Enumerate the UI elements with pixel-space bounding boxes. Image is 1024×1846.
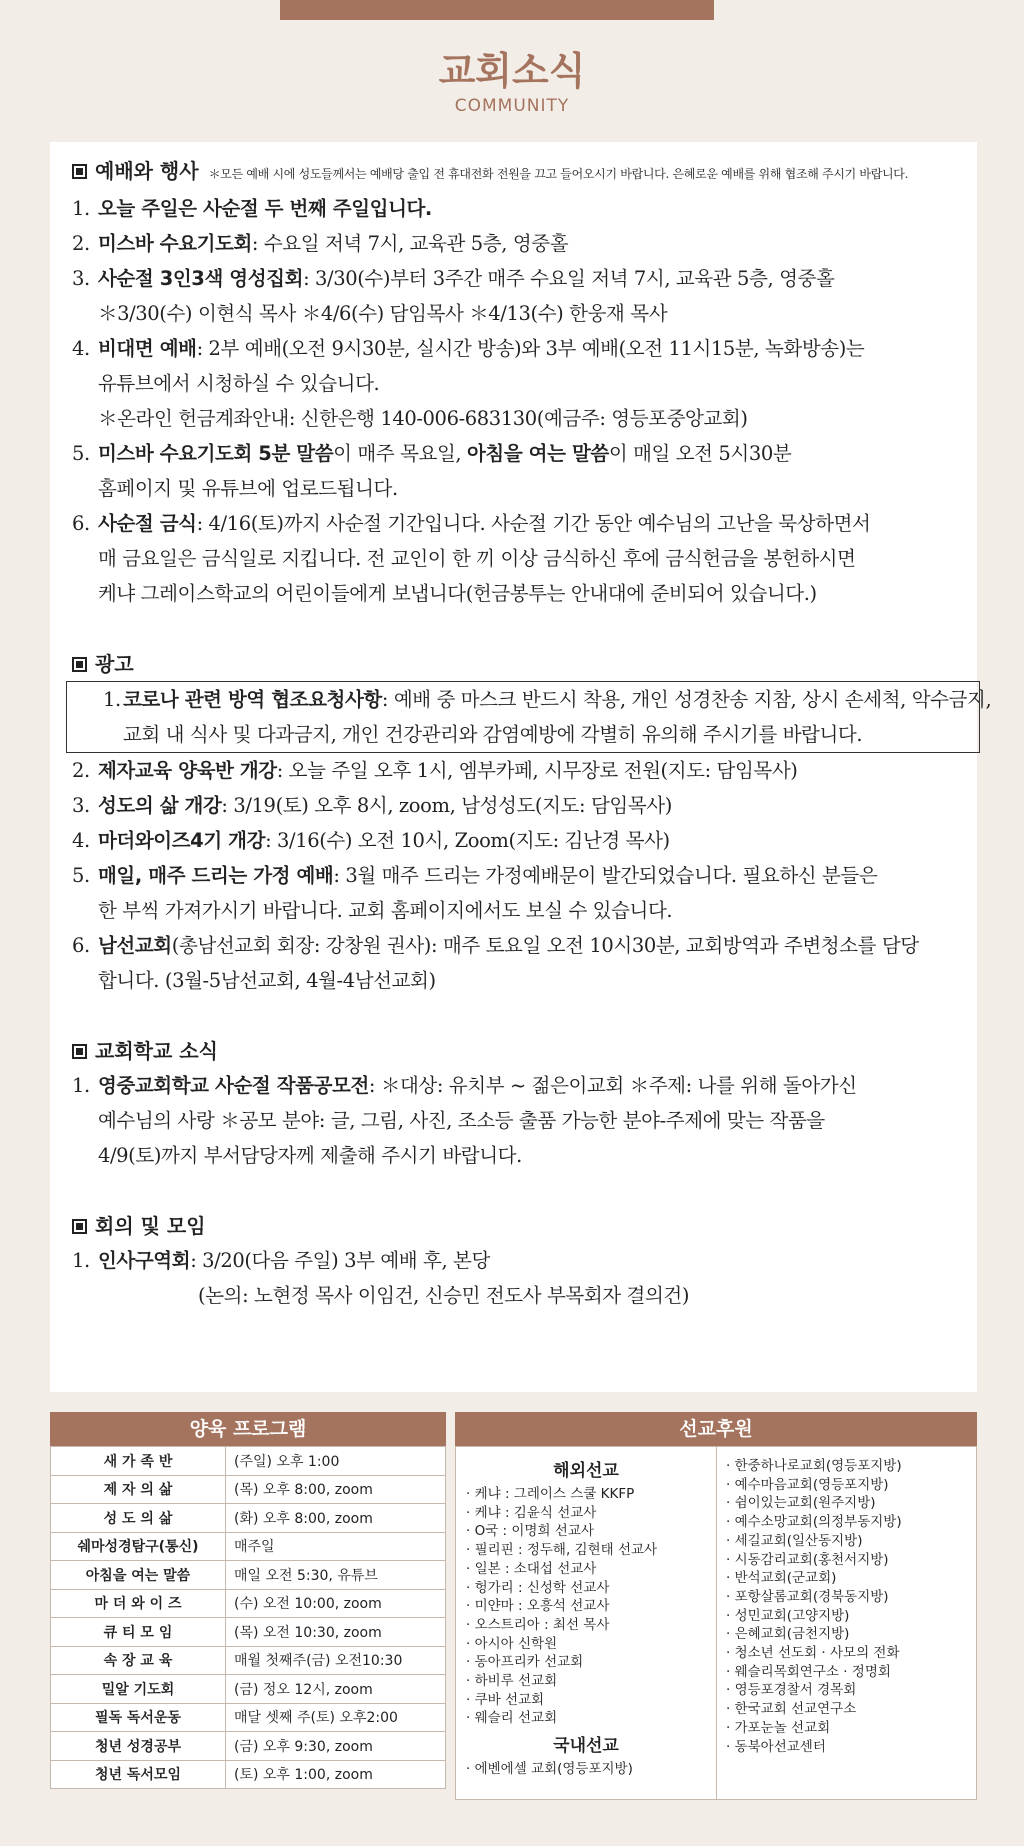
supported-church-item: · 한국교회 선교연구소 (726, 1701, 857, 1718)
overseas-mission-item: · 쿠바 선교회 (466, 1691, 545, 1708)
program-table-panel (50, 1412, 446, 1789)
item-number: 4. (72, 829, 90, 852)
supported-church-item: · 한중하나로교회(영등포지방) (726, 1458, 902, 1474)
supported-church-item: · 웨슬리목회연구소 · 정명회 (726, 1663, 891, 1680)
news-item (72, 1243, 962, 1313)
item-text: : 수요일 저녁 7시, 교육관 5층, 영중홀 (251, 232, 569, 255)
news-item (72, 331, 962, 436)
program-row (51, 1732, 446, 1761)
item-heading: 남선교회 (98, 934, 172, 957)
program-name: 청년 성경공부 (51, 1732, 226, 1761)
program-schedule: (주일) 오후 1:00 (226, 1447, 446, 1476)
item-number: 3. (72, 794, 90, 817)
program-schedule: (토) 오후 1:00, zoom (226, 1760, 446, 1789)
section-title: 예배와 행사 (95, 159, 199, 183)
section-gap (72, 611, 962, 647)
program-schedule: (목) 오전 10:30, zoom (226, 1618, 446, 1647)
item-heading: 성도의 삶 개강 (98, 794, 222, 817)
square-bullet-icon (72, 1044, 87, 1059)
news-item-line (72, 226, 962, 261)
program-name: 밀알 기도회 (51, 1675, 226, 1704)
overseas-mission-item: · 필리핀 : 정두해, 김현태 선교사 (466, 1542, 658, 1559)
news-item-line (72, 823, 962, 858)
program-row (51, 1675, 446, 1704)
supported-church-item: · 시동감리교회(홍천서지방) (726, 1551, 889, 1568)
news-item-continuation: 유튜브에서 시청하실 수 있습니다. (98, 372, 380, 395)
program-name: 필독 독서운동 (51, 1703, 226, 1732)
item-heading: 코로나 관련 방역 협조요청사항 (123, 688, 382, 711)
missions-box (455, 1446, 977, 1800)
item-number: 5. (72, 442, 90, 465)
program-row (51, 1589, 446, 1618)
program-table (50, 1446, 446, 1789)
news-content (72, 154, 992, 1313)
program-row (51, 1447, 446, 1476)
section-heading-worship (72, 154, 962, 191)
program-schedule: 매달 셋째 주(토) 오후2:00 (226, 1703, 446, 1732)
section-note: ＊모든 예배 시에 성도들께서는 예배당 출입 전 휴대전화 전원을 끄고 들어오시기 바랍니다. 은혜로운 예배를 위해 협조해 주시기 바랍니다. (208, 167, 909, 181)
item-number: 1. (72, 1074, 90, 1097)
overseas-title: 해외선교 (553, 1461, 619, 1481)
supported-church-item: · 영등포경찰서 경목회 (726, 1682, 857, 1699)
square-bullet-icon (72, 657, 87, 672)
news-item-line (72, 928, 962, 963)
item-text: : 오늘 주일 오후 1시, 엠부카페, 시무장로 전원(지도: 담임목사) (276, 759, 798, 782)
section-heading-school (72, 1034, 962, 1068)
page-subtitle: COMMUNITY (454, 96, 570, 116)
item-heading: 마더와이즈4기 개강 (98, 829, 266, 852)
item-number: 4. (72, 337, 90, 360)
item-number: 1. (103, 688, 121, 711)
square-bullet-icon (72, 1219, 87, 1234)
section-heading-meeting (72, 1209, 962, 1243)
item-text: : 예배 중 마스크 반드시 착용, 개인 성경찬송 지참, 상시 손세척, 악수금지, (381, 688, 992, 711)
program-row (51, 1561, 446, 1590)
news-item (72, 506, 962, 611)
supported-church-item: · 은혜교회(금천지방) (726, 1626, 850, 1643)
supported-church-item: · 포항살롬교회(경북동지방) (726, 1588, 889, 1605)
news-item-line (72, 436, 962, 471)
supported-church-item: · 성민교회(고양지방) (726, 1607, 850, 1624)
program-row (51, 1532, 446, 1561)
item-text-2: 이 매일 오전 5시30분 (608, 442, 792, 465)
item-text: 이 매주 목요일, (333, 442, 467, 465)
program-row (51, 1475, 446, 1504)
supported-church-item: · 동북아선교센터 (726, 1738, 826, 1755)
item-heading: 사순절 3인3색 영성집회 (98, 267, 304, 290)
news-item-continuation: 홈페이지 및 유튜브에 업로드됩니다. (98, 477, 398, 500)
program-name: 아침을 여는 말씀 (51, 1561, 226, 1590)
overseas-mission-item: · 웨슬리 선교회 (466, 1710, 558, 1727)
program-name: 제 자 의 삶 (51, 1475, 226, 1504)
item-number: 2. (72, 232, 90, 255)
overseas-mission-item: · 일본 : 소대섭 선교사 (466, 1560, 597, 1577)
item-text: (총남선교회 회장: 강창원 권사): 매주 토요일 오전 10시30분, 교회방역과 주변청소를 담당 (171, 934, 919, 957)
news-item (72, 928, 962, 998)
item-text: : 3월 매주 드리는 가정예배문이 발간되었습니다. 필요하신 분들은 (333, 864, 878, 887)
item-number: 6. (72, 512, 90, 535)
item-number: 6. (72, 934, 90, 957)
news-item-line (72, 331, 962, 366)
item-text: : 4/16(토)까지 사순절 기간입니다. 사순절 기간 동안 예수님의 고난을 묵상하면서 (196, 512, 871, 535)
program-schedule: (목) 오후 8:00, zoom (226, 1475, 446, 1504)
overseas-mission-item: · 헝가리 : 신성학 선교사 (466, 1579, 610, 1596)
bottom-tables (50, 1412, 977, 1800)
news-item (72, 261, 962, 331)
square-bullet-icon (72, 164, 87, 179)
missions-col-domestic-churches (726, 1457, 971, 1756)
news-item-continuation: (논의: 노현정 목사 이임건, 신승민 전도사 부목회자 결의건) (198, 1284, 690, 1307)
item-heading: 미스바 수요기도회 5분 말씀 (98, 442, 334, 465)
overseas-mission-item: · 미얀마 : 오흥석 선교사 (466, 1598, 610, 1615)
program-name: 속 장 교 육 (51, 1646, 226, 1675)
section-title: 회의 및 모임 (95, 1214, 206, 1238)
overseas-mission-item: · 케냐 : 그레이스 스쿨 KKFP (466, 1486, 635, 1502)
missions-title: 선교후원 (455, 1412, 977, 1446)
missions-panel (455, 1412, 977, 1800)
news-item (66, 681, 992, 753)
item-heading: 영중교회학교 사순절 작품공모전 (98, 1074, 369, 1097)
item-text: : 3/16(수) 오전 10시, Zoom(지도: 김난경 목사) (265, 829, 670, 852)
news-item-line (72, 753, 962, 788)
program-row (51, 1703, 446, 1732)
supported-church-item: · 가포눈놀 선교회 (726, 1719, 831, 1736)
program-name: 새 가 족 반 (51, 1447, 226, 1476)
item-number: 1. (72, 1249, 90, 1272)
domestic-list (466, 1760, 706, 1779)
news-item-line (72, 788, 962, 823)
news-card (50, 142, 992, 1392)
news-item (72, 191, 962, 226)
item-heading: 비대면 예배 (98, 337, 197, 360)
news-item-continuation: 합니다. (3월-5남선교회, 4월-4남선교회) (98, 969, 436, 992)
supported-church-item: · 세길교회(일산동지방) (726, 1532, 863, 1549)
section-title: 광고 (95, 652, 134, 676)
item-number: 1. (72, 197, 90, 220)
program-schedule: (금) 오후 9:30, zoom (226, 1732, 446, 1761)
program-schedule: 매주일 (226, 1532, 446, 1561)
news-item (72, 858, 962, 928)
item-heading: 인사구역회 (98, 1249, 191, 1272)
section-title: 교회학교 소식 (95, 1039, 218, 1063)
program-name: 청년 독서모임 (51, 1760, 226, 1789)
program-schedule: (수) 오전 10:00, zoom (226, 1589, 446, 1618)
overseas-mission-item: · Ο국 : 이명희 선교사 (466, 1523, 594, 1540)
news-item (72, 823, 962, 858)
item-heading: 사순절 금식 (98, 512, 197, 535)
news-item-line (72, 1243, 962, 1278)
news-item-continuation: 예수님의 사랑 ＊공모 분야: 글, 그림, 사진, 조소등 출품 가능한 분야-주제에 맞는 작품을 (98, 1109, 825, 1132)
program-name: 성 도 의 삶 (51, 1504, 226, 1533)
news-item-continuation: 4/9(토)까지 부서담당자께 제출해 주시기 바랍니다. (98, 1144, 522, 1167)
news-item-continuation: 한 부씩 가져가시기 바랍니다. 교회 홈페이지에서도 보실 수 있습니다. (98, 899, 673, 922)
overseas-mission-item: · 오스트리아 : 최선 목사 (466, 1616, 610, 1633)
supported-church-item: · 청소년 선도회 · 사모의 전화 (726, 1645, 900, 1662)
item-heading: 매일, 매주 드리는 가정 예배 (98, 864, 334, 887)
news-item-continuation: 교회 내 식사 및 다과금지, 개인 건강관리와 감염예방에 각별히 유의해 주시기를 바랍니다. (123, 723, 863, 746)
overseas-mission-item: · 아시아 신학원 (466, 1635, 558, 1652)
item-number: 3. (72, 267, 90, 290)
missions-col-overseas (466, 1457, 706, 1779)
item-heading: 제자교육 양육반 개강 (98, 759, 277, 782)
supported-church-item: · 쉼이있는교회(원주지방) (726, 1495, 876, 1512)
news-item-line (72, 191, 962, 226)
program-row (51, 1504, 446, 1533)
item-heading: 오늘 주일은 사순절 두 번째 주일입니다. (98, 197, 432, 220)
program-title: 양육 프로그램 (50, 1412, 446, 1446)
program-row (51, 1646, 446, 1675)
item-text: : 3/30(수)부터 3주간 매주 수요일 저녁 7시, 교육관 5층, 영중홀 (303, 267, 835, 290)
item-text: : 2부 예배(오전 9시30분, 실시간 방송)와 3부 예배(오전 11시15분, 녹화방송)는 (196, 337, 865, 360)
program-schedule: 매월 첫째주(금) 오전10:30 (226, 1646, 446, 1675)
top-accent-bar (280, 0, 714, 20)
supported-church-item: · 반석교회(군교회) (726, 1570, 837, 1587)
overseas-mission-item: · 동아프리카 선교회 (466, 1654, 584, 1671)
supported-church-item: · 예수마음교회(영등포지방) (726, 1476, 889, 1493)
program-name: 큐 티 모 임 (51, 1618, 226, 1647)
item-number: 5. (72, 864, 90, 887)
missions-divider (716, 1447, 717, 1799)
news-item-line (72, 858, 962, 893)
item-number: 2. (72, 759, 90, 782)
item-heading-2: 아침을 여는 말씀 (466, 442, 609, 465)
program-row (51, 1760, 446, 1789)
item-heading: 미스바 수요기도회 (98, 232, 252, 255)
news-item-continuation: ＊3/30(수) 이현식 목사 ＊4/6(수) 담임목사 ＊4/13(수) 한웅재 목사 (98, 302, 668, 325)
page-title: 교회소식 (438, 49, 586, 93)
program-row (51, 1618, 446, 1647)
section-heading-ads (72, 647, 962, 681)
item-text: : 3/19(토) 오후 8시, zoom, 남성성도(지도: 담임목사) (221, 794, 672, 817)
program-name: 마 더 와 이 즈 (51, 1589, 226, 1618)
news-item (72, 788, 962, 823)
news-item-line (72, 1068, 962, 1103)
domestic-title: 국내선교 (553, 1736, 619, 1757)
news-item-continuation: 매 금요일은 금식일로 지킵니다. 전 교인이 한 끼 이상 금식하신 후에 금식헌금을 봉헌하시면 (98, 547, 856, 570)
program-schedule: (금) 정오 12시, zoom (226, 1675, 446, 1704)
news-item (72, 436, 962, 506)
news-item-continuation: ＊온라인 헌금계좌안내: 신한은행 140-006-683130(예금주: 영등포중앙교회) (98, 407, 748, 430)
news-item-continuation: 케냐 그레이스학교의 어린이들에게 보냅니다(헌금봉투는 안내대에 준비되어 있습니다.) (98, 582, 817, 605)
section-gap (72, 998, 962, 1034)
supported-church-item: · 예수소망교회(의정부동지방) (726, 1514, 902, 1531)
program-schedule: (화) 오후 8:00, zoom (226, 1504, 446, 1533)
item-text: : ＊대상: 유치부 ~ 젊은이교회 ＊주제: 나를 위해 돌아가신 (368, 1074, 857, 1097)
section-gap (72, 1173, 962, 1209)
news-item (72, 1068, 962, 1173)
news-item (72, 226, 962, 261)
program-name: 쉐마성경탐구(통신) (51, 1532, 226, 1561)
news-item-line (97, 682, 992, 717)
program-schedule: 매일 오전 5:30, 유튜브 (226, 1561, 446, 1590)
overseas-mission-item: · 케냐 : 김윤식 선교사 (466, 1504, 597, 1521)
news-item-line (72, 506, 962, 541)
overseas-list (466, 1485, 706, 1728)
item-text: : 3/20(다음 주일) 3부 예배 후, 본당 (190, 1249, 490, 1272)
news-item-line (72, 261, 962, 296)
overseas-mission-item: · 하비루 선교회 (466, 1673, 558, 1690)
news-item (72, 753, 962, 788)
domestic-mission-item: · 에벤에셀 교회(영등포지방) (466, 1761, 633, 1778)
